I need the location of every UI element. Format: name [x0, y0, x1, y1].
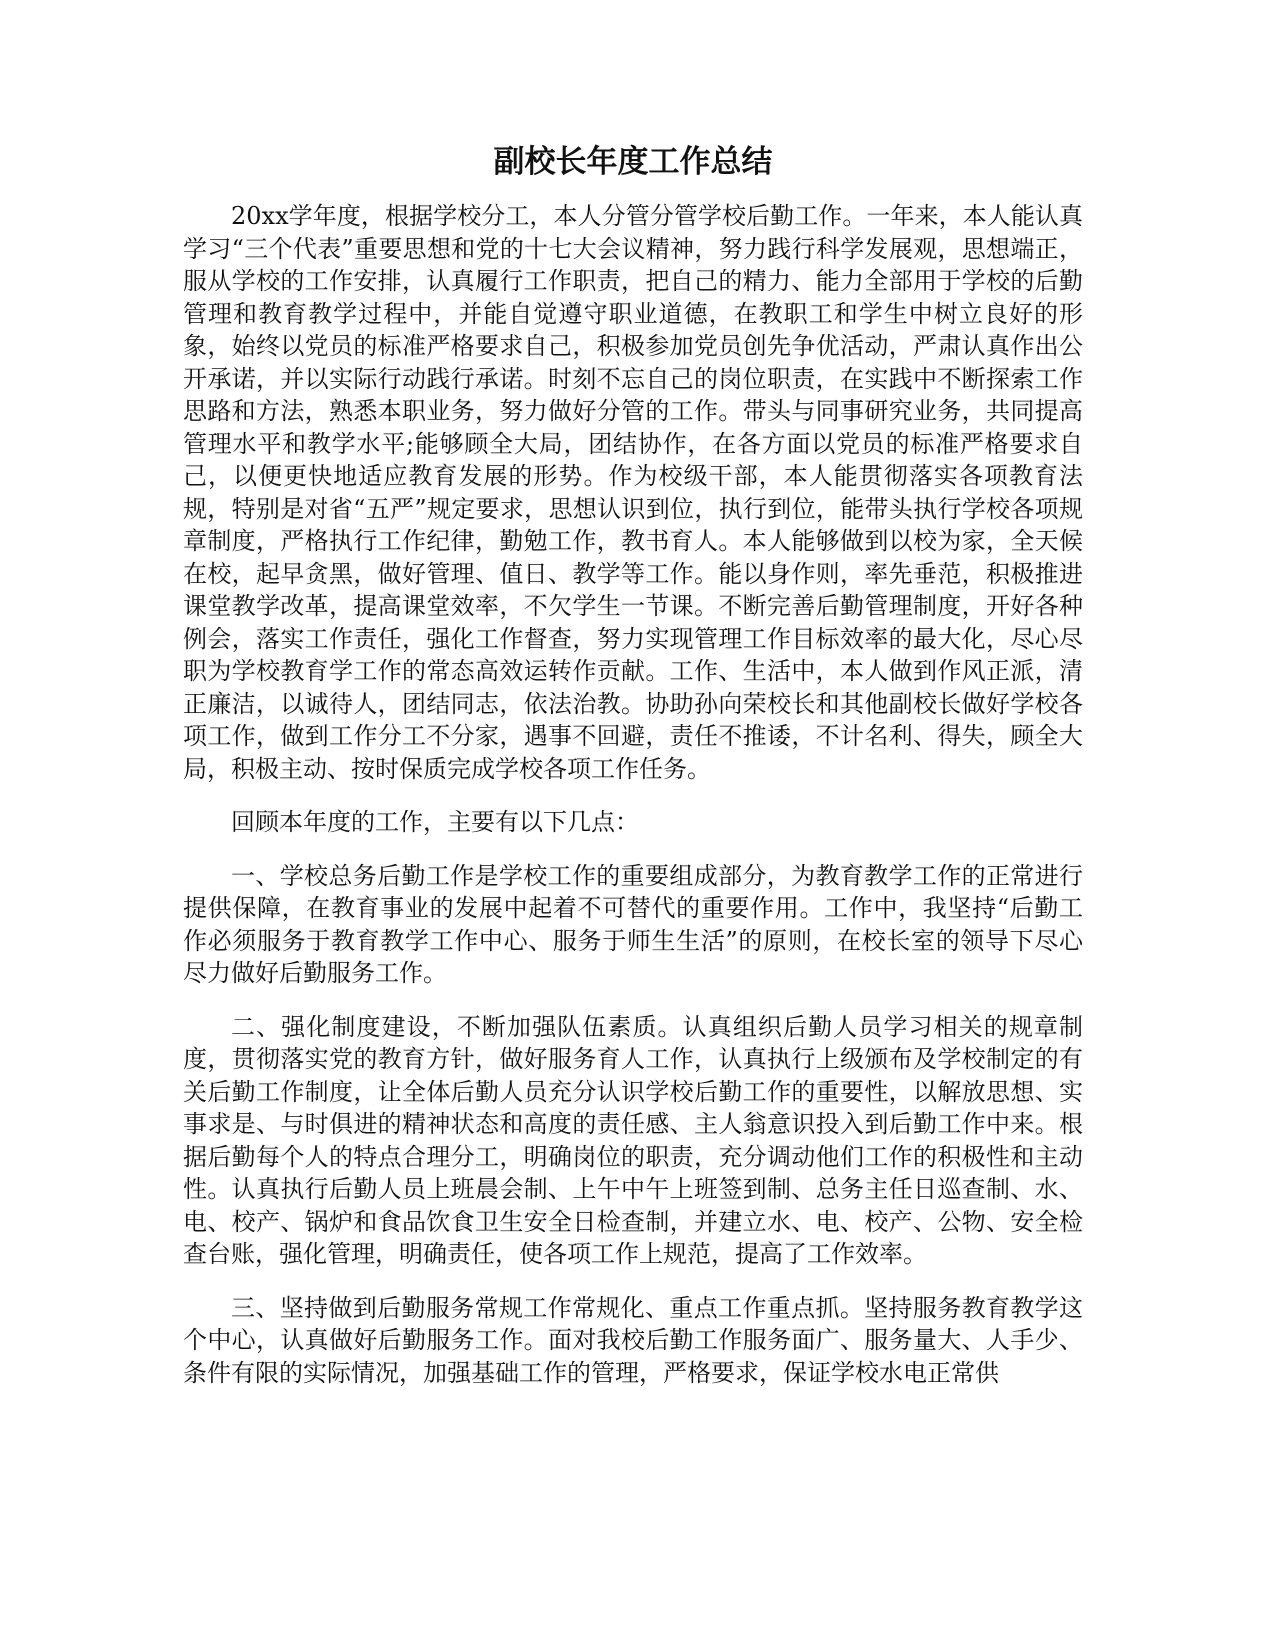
paragraph-review-lead: 回顾本年度的工作，主要有以下几点：	[231, 808, 639, 836]
paragraph-point-one: 一、学校总务后勤工作是学校工作的重要组成部分，为教育教学工作的正常进行提供保障，在教育事业的发展中起着不可替代的重要作用。工作中，我坚持“后勤工作必须服务于教育教学工作中心、服务于师生生活”的原则，在校长室的领导下尽心尽力做好后勤服务工作。	[183, 861, 1083, 987]
document-page	[183, 140, 1083, 1410]
paragraph-point-three: 三、坚持做到后勤服务常规工作常规化、重点工作重点抓。坚持服务教育教学这个中心，认真做好后勤服务工作。面对我校后勤工作服务面广、服务量大、人手少、条件有限的实际情况，加强基础工作的管理，严格要求，保证学校水电正常供	[183, 1293, 1083, 1387]
paragraph-point-two: 二、强化制度建设，不断加强队伍素质。认真组织后勤人员学习相关的规章制度，贯彻落实党的教育方针，做好服务育人工作，认真执行上级颁布及学校制定的有关后勤工作制度，让全体后勤人员充分认识学校后勤工作的重要性，以解放思想、实事求是、与时俱进的精神状态和高度的责任感、主人翁意识投入到后勤工作中来。根据后勤每个人的特点合理分工，明确岗位的职责，充分调动他们工作的积极性和主动性。认真执行后勤人员上班晨会制、上午中午上班签到制、总务主任日巡查制、水、电、校产、锅炉和食品饮食卫生安全日检查制，并建立水、电、校产、公物、安全检查台账，强化管理，明确责任，使各项工作上规范，提高了工作效率。	[183, 1012, 1083, 1268]
document-title: 副校长年度工作总结	[493, 144, 773, 180]
paragraph-intro: 20xx学年度，根据学校分工，本人分管分管学校后勤工作。一年来，本人能认真学习“三个代表”重要思想和党的十七大会议精神，努力践行科学发展观，思想端正，服从学校的工作安排，认真履行工作职责，把自己的精力、能力全部用于学校的后勤管理和教育教学过程中，并能自觉遵守职业道德，在教职工和学生中树立良好的形象，始终以党员的标准严格要求自己，积极参加党员创先争优活动，严肃认真作出公开承诺，并以实际行动践行承诺。时刻不忘自己的岗位职责，在实践中不断探索工作思路和方法，熟悉本职业务，努力做好分管的工作。带头与同事研究业务，共同提高管理水平和教学水平;能够顾全大局，团结协作，在各方面以党员的标准严格要求自己，以便更快地适应教育发展的形势。作为校级干部，本人能贯彻落实各项教育法规，特别是对省“五严”规定要求，思想认识到位，执行到位，能带头执行学校各项规章制度，严格执行工作纪律，勤勉工作，教书育人。本人能够做到以校为家，全天候在校，起早贪黑，做好管理、值日、教学等工作。能以身作则，率先垂范，积极推进课堂教学改革，提高课堂效率，不欠学生一节课。不断完善后勤管理制度，开好各种例会，落实工作责任，强化工作督查，努力实现管理工作目标效率的最大化，尽心尽职为学校教育学工作的常态高效运转作贡献。工作、生活中，本人做到作风正派，清正廉洁，以诚待人，团结同志，依法治教。协助孙向荣校长和其他副校长做好学校各项工作，做到工作分工不分家，遇事不回避，责任不推诿，不计名利、得失，顾全大局，积极主动、按时保质完成学校各项工作任务。	[183, 202, 1083, 783]
